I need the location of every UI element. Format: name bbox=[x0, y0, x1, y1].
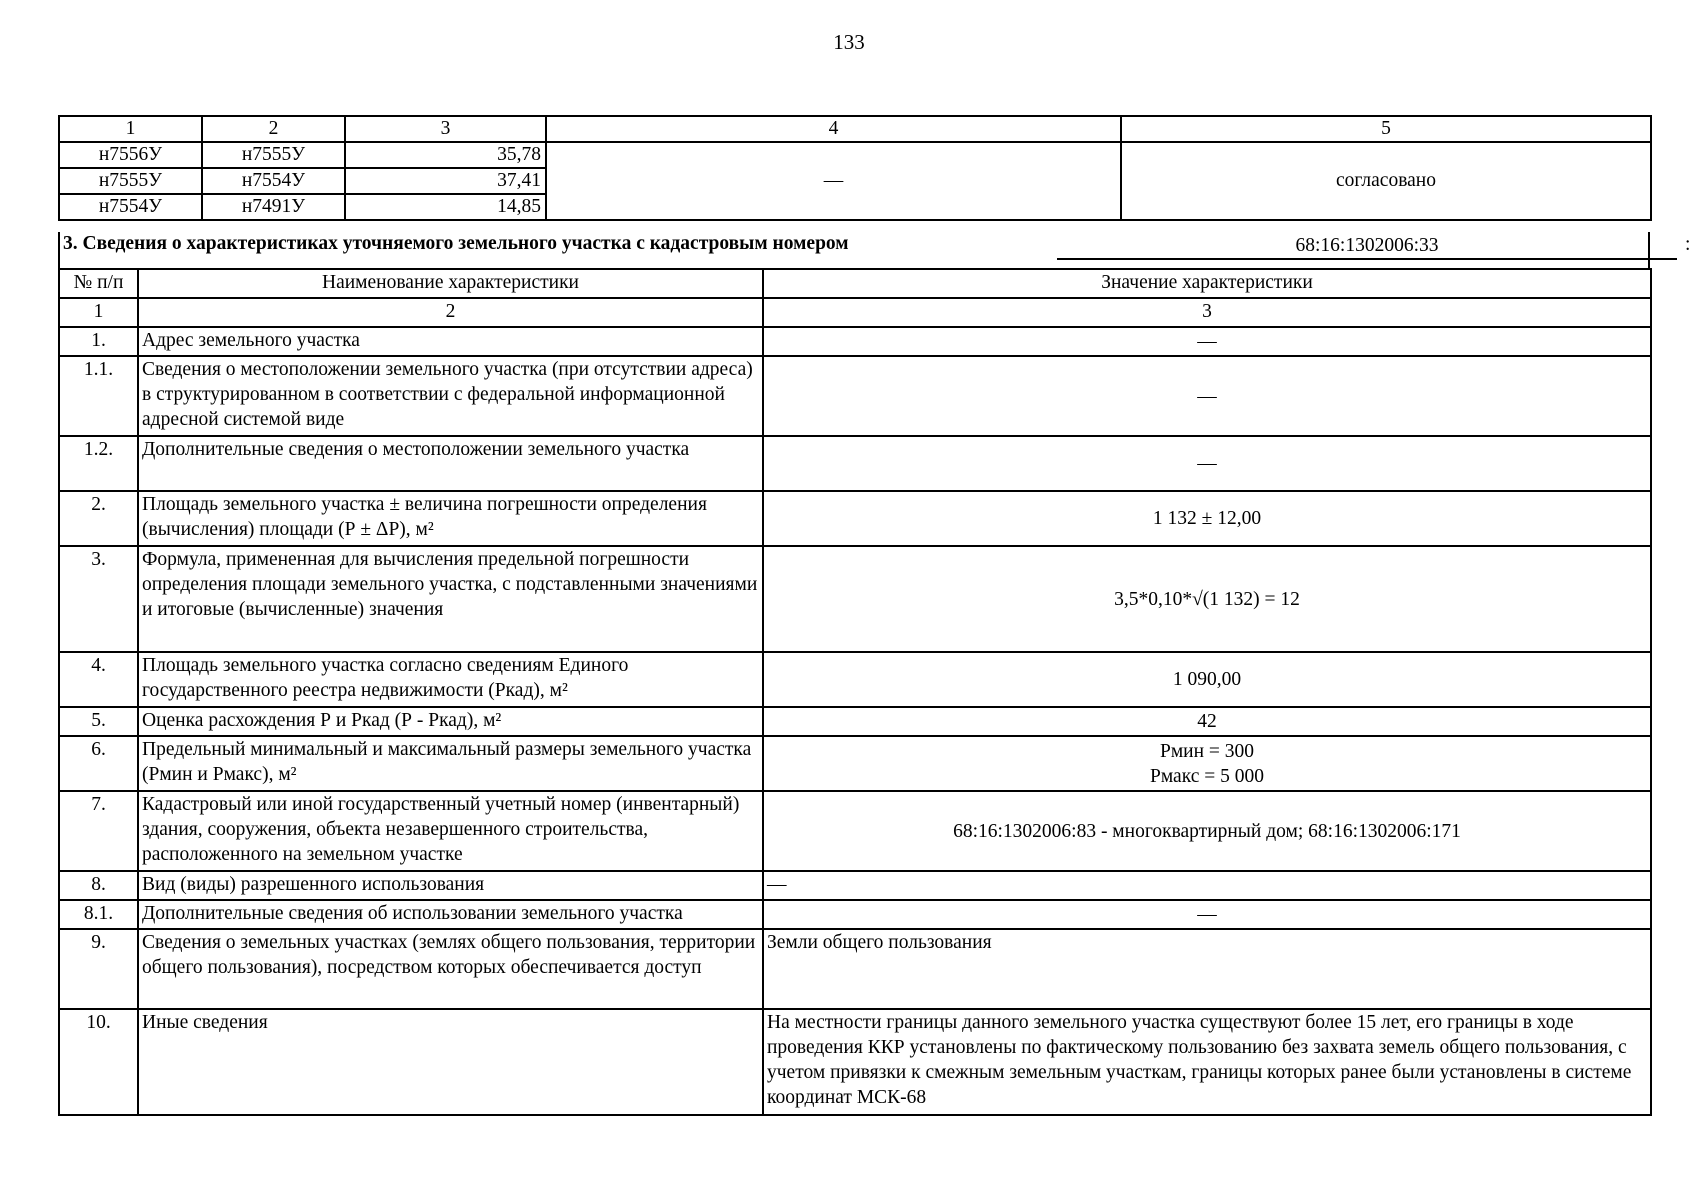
characteristic-value: — bbox=[763, 436, 1651, 491]
characteristic-value: — bbox=[763, 871, 1651, 900]
column-header: Наименование характеристики bbox=[138, 269, 763, 298]
characteristic-name: Предельный минимальный и максимальный размеры земельного участка (Рмин и Рмакс), м² bbox=[138, 736, 763, 791]
column-header: 2 bbox=[202, 116, 345, 142]
table-row bbox=[59, 1009, 1651, 1115]
row-number: 5. bbox=[59, 707, 138, 736]
characteristic-value: На местности границы данного земельного участка существуют более 15 лет, его границы в ходе проведения ККР установлены по фактическому пользованию без захвата земель общего пользования, с учетом привязки к смежным земельным участкам, границы которых ранее были установлены в системе координат МСК-68 bbox=[763, 1009, 1651, 1115]
row-number: 2. bbox=[59, 491, 138, 546]
max-area-value: Рмакс = 5 000 bbox=[1150, 765, 1264, 787]
row-number: 7. bbox=[59, 791, 138, 871]
column-4-value: — bbox=[546, 142, 1121, 220]
row-number: 1.2. bbox=[59, 436, 138, 491]
characteristic-name: Дополнительные сведения об использовании земельного участка bbox=[138, 900, 763, 929]
characteristic-name: Площадь земельного участка согласно сведениям Единого государственного реестра недвижимости (Ркад), м² bbox=[138, 652, 763, 707]
table-row bbox=[59, 327, 1651, 356]
point-to: н7554У bbox=[202, 168, 345, 194]
characteristic-value: 42 bbox=[763, 707, 1651, 736]
characteristic-value: 1 090,00 bbox=[763, 652, 1651, 707]
point-to: н7491У bbox=[202, 194, 345, 220]
column-number: 2 bbox=[138, 298, 763, 327]
point-from: н7554У bbox=[59, 194, 202, 220]
table-row bbox=[59, 436, 1651, 491]
boundary-segments-table bbox=[58, 115, 1652, 221]
table-row bbox=[59, 871, 1651, 900]
table-row bbox=[59, 652, 1651, 707]
table-row bbox=[59, 929, 1651, 1009]
min-area-value: Рмин = 300 bbox=[1159, 740, 1255, 762]
characteristic-name: Формула, примененная для вычисления предельной погрешности определения площади земельного участка, с подставленными значениями и итоговые (вычисленные) значения bbox=[138, 546, 763, 652]
point-to: н7555У bbox=[202, 142, 345, 168]
column-number: 1 bbox=[59, 298, 138, 327]
characteristics-table bbox=[58, 268, 1652, 1116]
table-row bbox=[59, 491, 1651, 546]
header-colon: : bbox=[1685, 234, 1691, 255]
column-header: 1 bbox=[59, 116, 202, 142]
segment-length: 35,78 bbox=[345, 142, 546, 168]
characteristic-value: 3,5*0,10*√(1 132) = 12 bbox=[763, 546, 1651, 652]
characteristic-name: Дополнительные сведения о местоположении земельного участка bbox=[138, 436, 763, 491]
column-header: 4 bbox=[546, 116, 1121, 142]
segment-length: 14,85 bbox=[345, 194, 546, 220]
table-row bbox=[59, 546, 1651, 652]
characteristic-name: Сведения о местоположении земельного участка (при отсутствии адреса) в структурированном в соответствии с федеральной информационной адресной системой виде bbox=[138, 356, 763, 436]
section-title: 3. Сведения о характеристиках уточняемого земельного участка с кадастровым номером bbox=[63, 233, 849, 254]
row-number: 1.1. bbox=[59, 356, 138, 436]
characteristic-value bbox=[763, 736, 1651, 791]
characteristic-name: Оценка расхождения Р и Ркад (Р - Ркад), м² bbox=[138, 707, 763, 736]
section-3-header bbox=[58, 232, 1691, 269]
characteristic-value: — bbox=[763, 356, 1651, 436]
table-row bbox=[59, 791, 1651, 871]
row-number: 9. bbox=[59, 929, 138, 1009]
characteristic-name: Кадастровый или иной государственный учетный номер (инвентарный) здания, сооружения, объекта незавершенного строительства, расположенного на земельном участке bbox=[138, 791, 763, 871]
table-row bbox=[59, 142, 1651, 168]
table-row bbox=[59, 707, 1651, 736]
column-number: 3 bbox=[763, 298, 1651, 327]
row-number: 8. bbox=[59, 871, 138, 900]
column-header: Значение характеристики bbox=[763, 269, 1651, 298]
column-numbers-row bbox=[59, 298, 1651, 327]
table-row bbox=[59, 736, 1651, 791]
page-number: 133 bbox=[833, 30, 865, 54]
row-number: 4. bbox=[59, 652, 138, 707]
header-row bbox=[59, 269, 1651, 298]
characteristic-name: Иные сведения bbox=[138, 1009, 763, 1115]
segment-length: 37,41 bbox=[345, 168, 546, 194]
row-number: 1. bbox=[59, 327, 138, 356]
point-from: н7555У bbox=[59, 168, 202, 194]
row-number: 6. bbox=[59, 736, 138, 791]
characteristic-name: Вид (виды) разрешенного использования bbox=[138, 871, 763, 900]
characteristic-value: Земли общего пользования bbox=[763, 929, 1651, 1009]
table-row bbox=[59, 356, 1651, 436]
characteristic-name: Площадь земельного участка ± величина погрешности определения (вычисления) площади (Р ± ΔР), м² bbox=[138, 491, 763, 546]
table-row bbox=[59, 900, 1651, 929]
characteristic-name: Сведения о земельных участках (землях общего пользования, территории общего пользования), посредством которых обеспечивается доступ bbox=[138, 929, 763, 1009]
row-number: 3. bbox=[59, 546, 138, 652]
column-numbers-row bbox=[59, 116, 1651, 142]
row-number: 8.1. bbox=[59, 900, 138, 929]
column-header: 5 bbox=[1121, 116, 1651, 142]
row-number: 10. bbox=[59, 1009, 138, 1115]
column-header: 3 bbox=[345, 116, 546, 142]
agreement-status: согласовано bbox=[1121, 142, 1651, 220]
characteristic-value: 1 132 ± 12,00 bbox=[763, 491, 1651, 546]
cadastral-number: 68:16:1302006:33 bbox=[1057, 234, 1677, 260]
column-header: № п/п bbox=[59, 269, 138, 298]
characteristic-name: Адрес земельного участка bbox=[138, 327, 763, 356]
characteristic-value: 68:16:1302006:83 - многоквартирный дом; 68:16:1302006:171 bbox=[763, 791, 1651, 871]
characteristic-value: — bbox=[763, 327, 1651, 356]
characteristic-value: — bbox=[763, 900, 1651, 929]
point-from: н7556У bbox=[59, 142, 202, 168]
